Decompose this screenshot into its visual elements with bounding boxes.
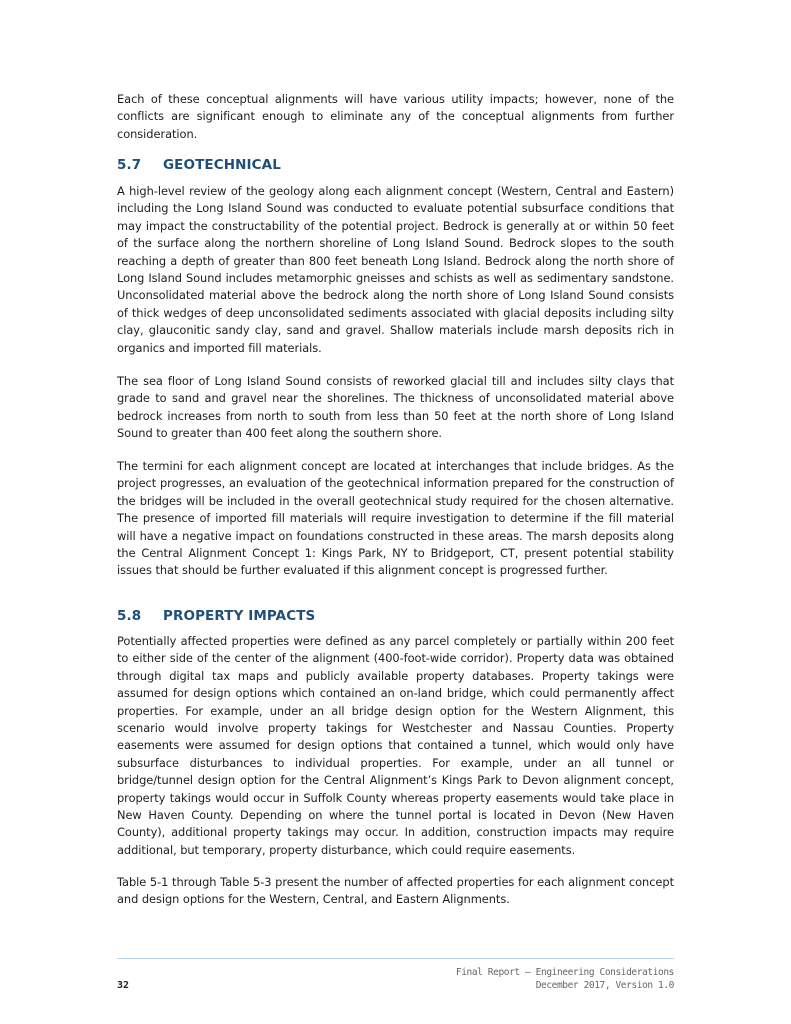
geotech-paragraph-3: The termini for each alignment concept are located at interchanges that include bridges. As the project progresses, an evaluation of the geotechnical information prepared for the construction of the bridges will be included in the overall geotechnical study required for the chosen alternative. The presence of imported fill materials will require investigation to determine if the fill material will have a negative impact on foundations constructed in these areas. The marsh deposits along the Central Alignment Concept 1: Kings Park, NY to Bridgeport, CT, present potential stability issues that should be further evaluated if this alignment concept is progressed further. — [117, 459, 674, 578]
section-5-8-number: 5.8 — [117, 608, 142, 624]
page-number: 32 — [117, 980, 130, 991]
geotech-paragraph-1: A high-level review of the geology along each alignment concept (Western, Central and Eastern) including the Long Island Sound was conducted to evaluate potential subsurface conditions that may impact the constructability of the potential project. Bedrock is generally at or within 50 feet of the surface along the northern shoreline of Long Island Sound. Bedrock slopes to the south reaching a depth of greater than 800 feet beneath Long Island. Bedrock along the north shore of Long Island Sound includes metamorphic gneisses and schists as well as sedimentary sandstone. Unconsolidated material above the bedrock along the north shore of Long Island Sound consists of thick wedges of deep unconsolidated sediments associated with glacial deposits including silty clay, glauconitic sandy clay, sand and gravel. Shallow materials include marsh deposits rich in organics and imported fill materials. — [117, 184, 674, 355]
section-5-7-title: GEOTECHNICAL — [163, 157, 281, 173]
footer-report-title: Final Report – Engineering Considerations — [455, 967, 674, 978]
section-5-7-number: 5.7 — [117, 157, 142, 173]
footer-divider — [117, 958, 674, 959]
property-paragraph-1: Potentially affected properties were defined as any parcel completely or partially within 200 feet to either side of the center of the alignment (400-foot-wide corridor). Property data was obtained through digital tax maps and publicly available property databases. Property takings were assumed for design options which contained an on-land bridge, which could permanently affect properties. For example, under an all bridge design option for the Western Alignment, this scenario would involve property takings for Westchester and Nassau Counties. Property easements were assumed for design options that contained a tunnel, which would only have subsurface disturbances to individual properties. For example, under an all tunnel or bridge/tunnel design option for the Central Alignment’s Kings Park to Devon alignment concept, property takings would occur in Suffolk County whereas property easements would take place in New Haven County. Depending on where the tunnel portal is located in Devon (New Haven County), additional property takings may occur. In addition, construction impacts may require additional, but temporary, property disturbance, which could require easements. — [117, 634, 674, 857]
section-5-8-title: PROPERTY IMPACTS — [163, 608, 316, 624]
section-5-8-heading — [117, 608, 674, 624]
geotech-paragraph-2: The sea floor of Long Island Sound consists of reworked glacial till and includes silty clays that grade to sand and gravel near the shorelines. The thickness of unconsolidated material above bedrock increases from north to south from less than 50 feet at the north shore of Long Island Sound to greater than 400 feet along the southern shore. — [117, 374, 674, 441]
section-5-7-heading — [117, 157, 674, 173]
property-paragraph-2: Table 5-1 through Table 5-3 present the number of affected properties for each alignment concept and design options for the Western, Central, and Eastern Alignments. — [117, 875, 674, 907]
footer-date-version: December 2017, Version 1.0 — [535, 980, 674, 991]
intro-paragraph: Each of these conceptual alignments will have various utility impacts; however, none of the conflicts are significant enough to eliminate any of the conceptual alignments from further consideration. — [117, 92, 674, 141]
footer-report-info — [456, 966, 674, 992]
